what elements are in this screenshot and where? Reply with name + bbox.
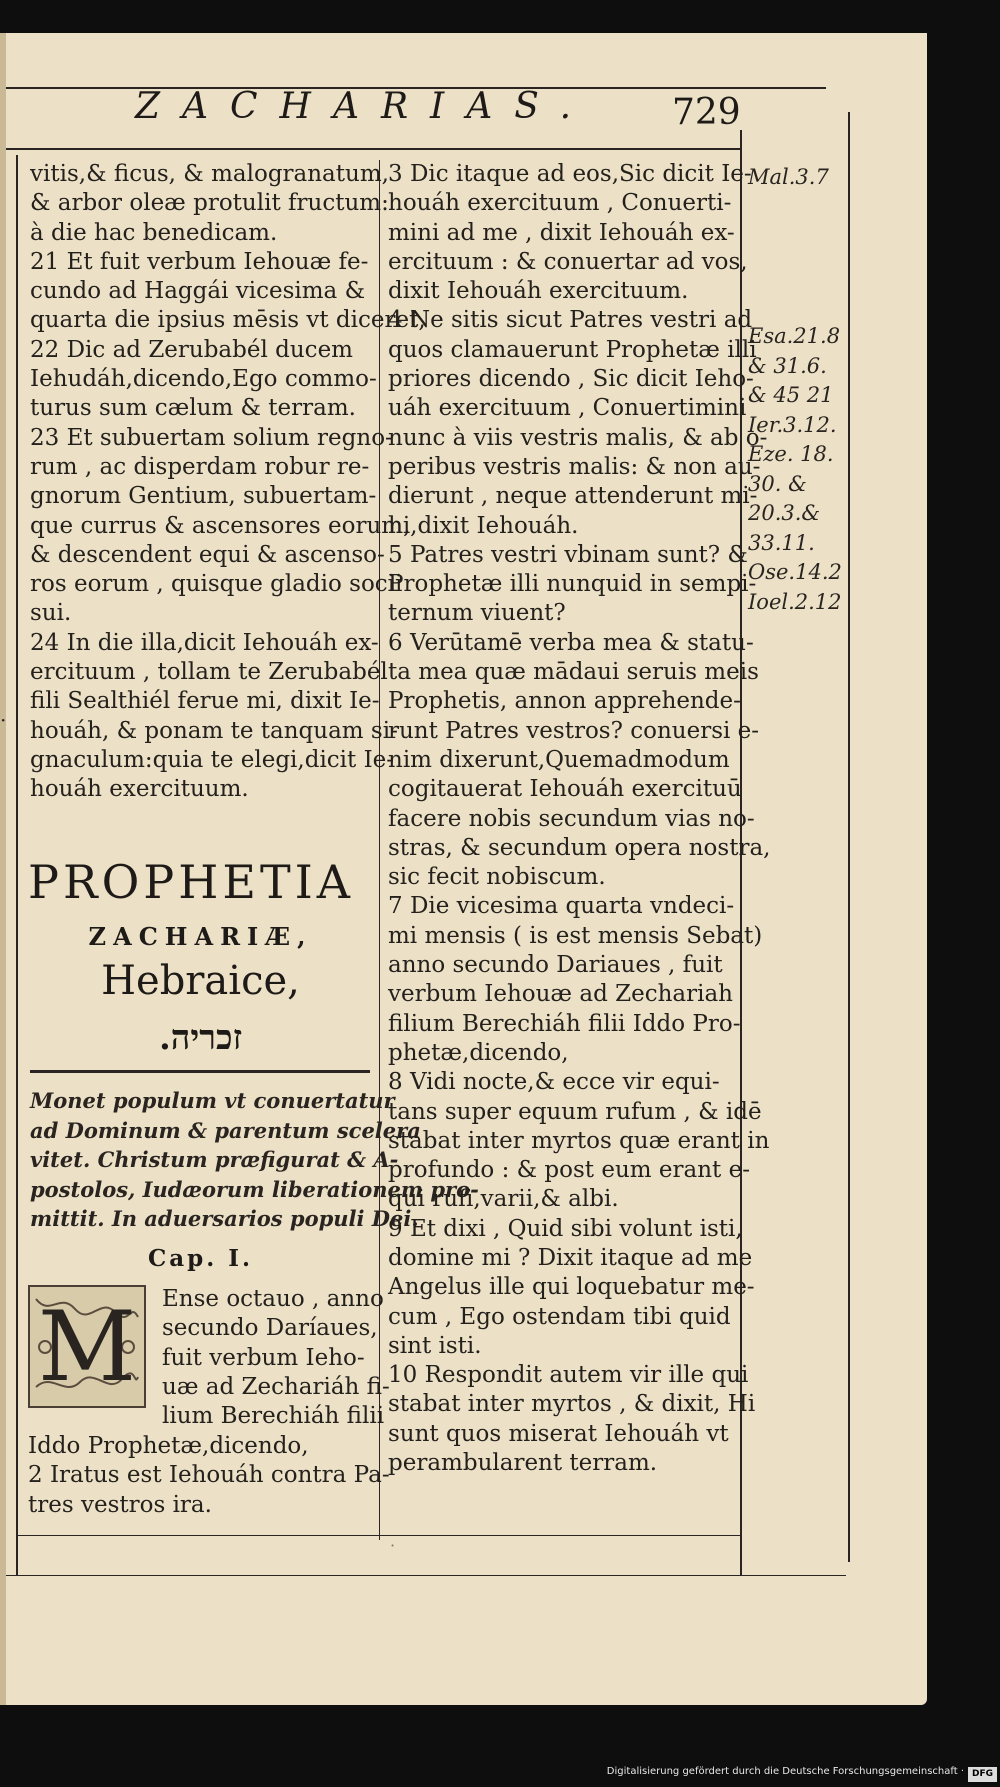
text-line: & 45 21 <box>748 383 834 407</box>
text-line: hi,dixit Iehouáh. <box>388 512 579 539</box>
text-line: dierunt , neque attenderunt mi- <box>388 483 758 510</box>
text-line: 3 Dic itaque ad eos,Sic dicit Ie- <box>388 161 752 187</box>
text-line: houáh, & ponam te tanquam si- <box>30 717 398 744</box>
text-line: peribus vestris malis: & non au- <box>388 453 761 480</box>
text-line: stabat inter myrtos quæ erant in <box>388 1127 770 1154</box>
text-line: gnaculum:quia te elegi,dicit Ie- <box>30 746 395 773</box>
text-line: stabat inter myrtos , & dixit, Hi <box>388 1391 756 1418</box>
text-line: mittit. In aduersarios populi Dei. <box>30 1206 419 1231</box>
text-line: priores dicendo , Sic dicit Ieho- <box>388 366 754 393</box>
text-line: ta mea quæ mādaui seruis meis <box>388 659 759 686</box>
text-line: 22 Dic ad Zerubabél ducem <box>30 336 353 363</box>
margin-notes <box>748 322 842 617</box>
text-line: postolos, Iudæorum liberationem pro- <box>30 1176 479 1202</box>
text-line: houáh exercituum , Conuerti- <box>388 190 732 217</box>
text-line: sic fecit nobiscum. <box>388 864 606 891</box>
text-line: 24 In die illa,dicit Iehouáh ex- <box>30 629 379 656</box>
text-line: gnorum Gentium, subuertam- <box>30 483 377 510</box>
text-line: 33.11. <box>748 530 815 555</box>
page-number: 729 <box>672 92 741 133</box>
text-line: 10 Respondit autem vir ille qui <box>388 1362 749 1389</box>
text-line: 8 Vidi nocte,& ecce vir equi- <box>388 1069 720 1096</box>
text-line: quarta die ipsius mēsis vt diceret, <box>30 307 426 334</box>
margin-note-top <box>748 163 829 193</box>
text-line: domine mi ? Dixit itaque ad me <box>388 1244 753 1271</box>
text-line: runt Patres vestros? conuersi e- <box>388 717 760 744</box>
text-line: Prophetæ illi nunquid in sempi- <box>388 571 757 598</box>
text-line: Iehudáh,dicendo,Ego commo- <box>30 366 377 393</box>
text-line: 5 Patres vestri vbinam sunt? & <box>388 541 748 568</box>
text-line: ercituum , tollam te Zerubabél <box>30 659 388 686</box>
text-line: tans super equum rufum , & idē <box>388 1098 762 1125</box>
ornament-icon: · <box>390 1536 396 1555</box>
text-line: profundo : & post eum erant e- <box>388 1157 750 1184</box>
text-line: Ioel.2.12 <box>748 589 842 614</box>
text-line: vitet. Christum præfigurat & A- <box>30 1147 399 1172</box>
text-line: 21 Et fuit verbum Iehouæ fe- <box>30 248 369 275</box>
text-line: mi mensis ( is est mensis Sebat) <box>388 922 763 949</box>
text-line: nim dixerunt,Quemadmodum <box>388 746 730 773</box>
text-line: uæ ad Zechariáh fi- <box>162 1373 390 1400</box>
initial-letter: M <box>37 1290 137 1403</box>
footer-rule-2 <box>6 1575 846 1576</box>
running-head: ZACHARIAS. <box>135 86 594 127</box>
left-column-text <box>30 160 426 805</box>
text-line: vitis,& ficus, & malogranatum, <box>30 161 389 187</box>
text-line: rum , ac disperdam robur re- <box>30 453 370 480</box>
text-line: mini ad me , dixit Iehouáh ex- <box>388 219 735 246</box>
text-line: 6 Verūtamē verba mea & statu- <box>388 629 754 656</box>
header-bottom-rule <box>6 148 742 150</box>
text-line: ros eorum , quisque gladio socii <box>30 571 403 598</box>
text-line: lium Berechiáh filii <box>162 1403 385 1430</box>
text-line: Mal.3.7 <box>748 165 829 189</box>
text-line: uáh exercituum , Conuertimini <box>388 395 747 422</box>
text-line: phetæ,dicendo, <box>388 1039 569 1066</box>
text-line: fuit verbum Ieho- <box>162 1344 365 1371</box>
text-line: 30. & <box>748 471 807 496</box>
text-line: sui. <box>30 600 72 627</box>
book-title: PROPHETIA <box>28 855 355 909</box>
digitization-credit: Digitalisierung gefördert durch die Deutsche Forschungsgemeinschaft · <box>606 1766 964 1777</box>
text-line: ad Dominum & parentum scelera <box>30 1117 421 1143</box>
text-line: fili Sealthiél ferue mi, dixit Ie- <box>30 688 380 715</box>
text-line: sunt quos miserat Iehouáh vt <box>388 1420 729 1447</box>
text-line: à die hac benedicam. <box>30 219 278 246</box>
text-line: & descendent equi & ascenso- <box>30 541 385 568</box>
page-spine <box>0 33 6 1705</box>
text-line: Monet populum vt conuertatur <box>30 1088 395 1113</box>
text-line: 23 Et subuertam solium regno- <box>30 424 393 451</box>
hebrew-title: זכריה. <box>158 1018 243 1058</box>
text-line: nunc à viis vestris malis, & ab o- <box>388 424 768 451</box>
text-line: filium Berechiáh filii Iddo Pro- <box>388 1010 741 1037</box>
text-line: Iddo Prophetæ,dicendo, <box>28 1433 309 1459</box>
text-line: perambularent terram. <box>388 1450 658 1477</box>
text-line: 20.3.& <box>748 501 821 525</box>
book-subtitle-language: Hebraice, <box>101 958 300 1004</box>
margin-mark: · <box>0 708 7 732</box>
right-border <box>848 112 850 1562</box>
text-line: quos clamauerunt Prophetæ illi <box>388 336 757 363</box>
text-line: Prophetis, annon apprehende- <box>388 688 741 715</box>
text-line: 9 Et dixi , Quid sibi volunt isti, <box>388 1215 743 1242</box>
text-line: cundo ad Haggái vicesima & <box>30 278 366 305</box>
chapter-argument <box>30 1086 479 1234</box>
book-subtitle: ZACHARIÆ, <box>88 922 313 951</box>
text-line: qui rufi,varii,& albi. <box>388 1186 619 1213</box>
text-line: 2 Iratus est Iehouáh contra Pa- <box>28 1462 390 1489</box>
dfg-logo: DFG <box>968 1767 997 1782</box>
text-line: dixit Iehouáh exercituum. <box>388 278 689 305</box>
text-line: Ier.3.12. <box>748 412 837 437</box>
text-line: Eze. 18. <box>748 442 834 466</box>
text-line: Ose.14.2 <box>748 560 842 584</box>
text-line: 4 Ne sitis sicut Patres vestri ad <box>388 307 753 334</box>
text-line: Angelus ille qui loquebatur me- <box>388 1274 755 1301</box>
text-line: cogitauerat Iehouáh exercituū <box>388 776 742 803</box>
text-line: & arbor oleæ protulit fructum: <box>30 190 389 217</box>
left-border <box>16 155 18 1575</box>
text-line: anno secundo Dariaues , fuit <box>388 952 723 979</box>
text-line: secundo Daríaues, <box>162 1315 378 1342</box>
text-line: & 31.6. <box>748 353 827 378</box>
text-line: 7 Die vicesima quarta vndeci- <box>388 893 735 920</box>
text-line: verbum Iehouæ ad Zechariah <box>388 981 733 1008</box>
footer-rule-1 <box>16 1535 740 1536</box>
text-line: Esa.21.8 <box>748 324 841 348</box>
chapter-heading: Cap. I. <box>147 1245 254 1272</box>
left-column-bottom-text <box>28 1432 390 1520</box>
text-line: facere nobis secundum vias no- <box>388 805 755 832</box>
text-line: que currus & ascensores eorum, <box>30 512 411 539</box>
drop-cap-text <box>162 1285 390 1431</box>
text-line: houáh exercituum. <box>30 776 249 803</box>
decorated-initial <box>28 1285 146 1408</box>
title-rule <box>30 1070 370 1073</box>
text-line: sint isti. <box>388 1332 482 1359</box>
text-line: turus sum cælum & terram. <box>30 395 356 422</box>
text-line: tres vestros ira. <box>28 1491 212 1518</box>
text-line: Ense octauo , anno <box>162 1286 384 1312</box>
text-line: ercituum : & conuertar ad vos, <box>388 248 748 275</box>
text-line: ternum viuent? <box>388 600 566 627</box>
text-line: cum , Ego ostendam tibi quid <box>388 1303 731 1330</box>
text-line: stras, & secundum opera nostra, <box>388 834 771 861</box>
middle-column-text <box>388 160 771 1478</box>
